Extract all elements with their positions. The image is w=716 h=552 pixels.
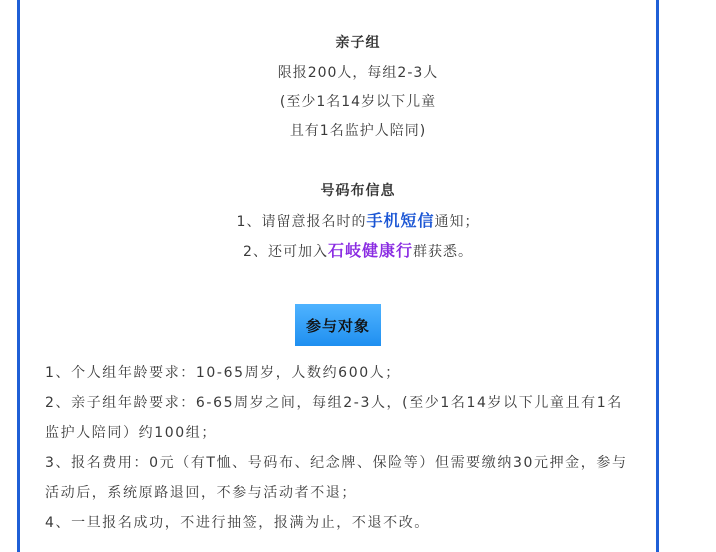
group-name-highlight: 石岐健康行 — [327, 241, 413, 260]
bib-line2-suffix: 群获悉。 — [412, 244, 473, 260]
bib-line1-prefix: 1、请留意报名时的 — [236, 214, 367, 230]
bib-info-title: 号码布信息 — [320, 183, 396, 199]
family-group-guardian: 且有1名监护人陪同) — [289, 123, 427, 139]
family-group-limit: 限报200人，每组2-3人 — [277, 65, 439, 81]
family-group-requirement: (至少1名14岁以下儿童 — [279, 94, 437, 110]
bib-info-line-1 — [0, 208, 716, 231]
participants-badge: 参与对象 — [295, 304, 381, 346]
participant-item-3: 3、报名费用：0元（有T恤、号码布、纪念牌、保险等）但需要缴纳30元押金，参与活动后，系统原路退回，不参与活动者不退； — [45, 455, 628, 501]
bib-info-line-2 — [0, 238, 716, 261]
sms-highlight: 手机短信 — [366, 211, 435, 230]
bib-line1-suffix: 通知； — [434, 214, 480, 230]
family-group-title: 亲子组 — [335, 35, 381, 51]
bib-line2-prefix: 2、还可加入 — [243, 244, 328, 260]
participant-item-4: 4、一旦报名成功，不进行抽签，报满为止，不退不改。 — [45, 515, 430, 531]
participant-item-2: 2、亲子组年龄要求：6-65周岁之间，每组2-3人，(至少1名14岁以下儿童且有1名监护人陪同）约100组； — [45, 395, 623, 441]
participant-item-1: 1、个人组年龄要求：10-65周岁，人数约600人； — [45, 365, 401, 381]
